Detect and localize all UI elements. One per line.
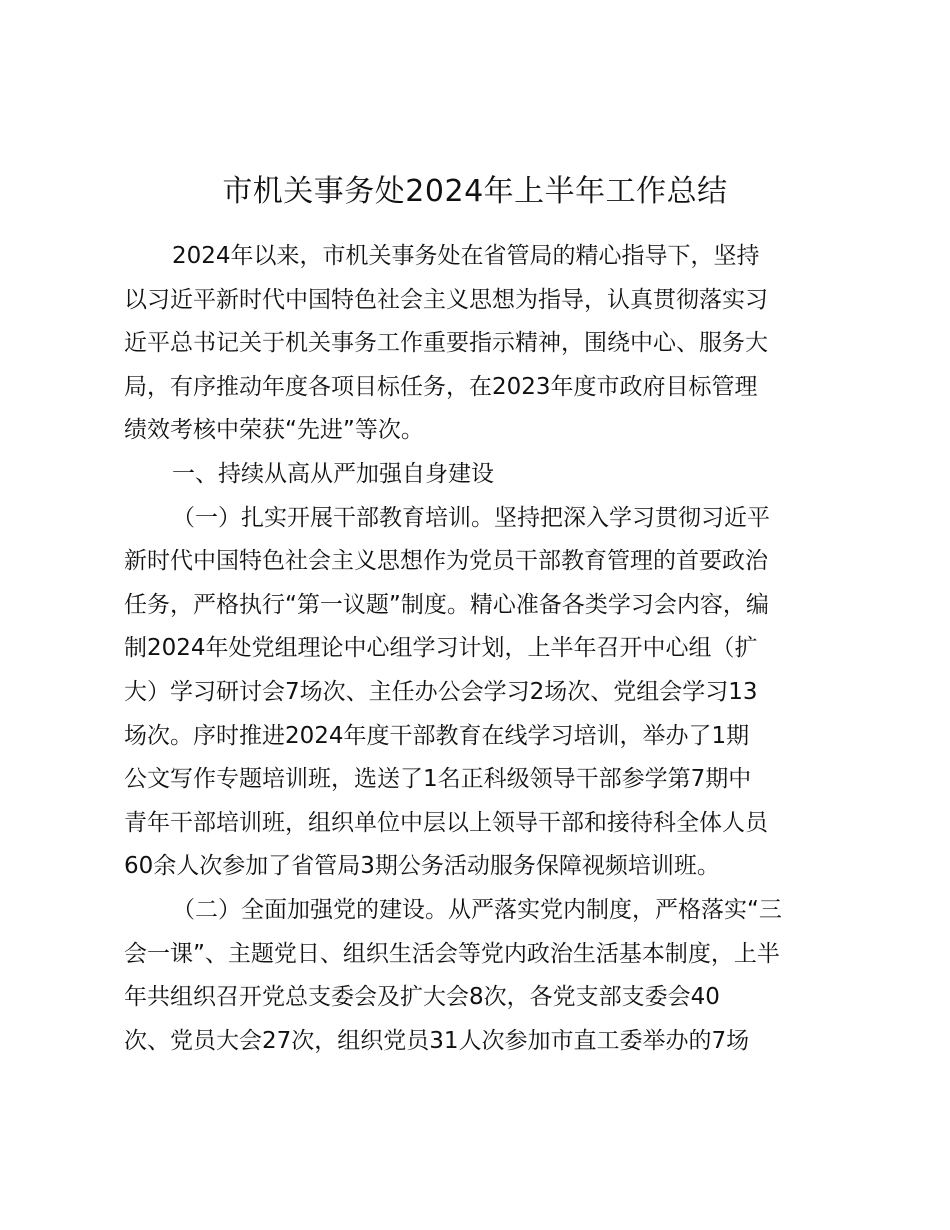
text-line: 青年干部培训班，组织单位中层以上领导干部和接待科全体人员 <box>124 809 768 836</box>
text-line: 年共组织召开党总支委会及扩大会8次，各党支部支委会40 <box>124 984 720 1011</box>
text-line: 新时代中国特色社会主义思想作为党员干部教育管理的首要政治 <box>124 548 768 575</box>
text-line: 公文写作专题培训班，选送了1名正科级领导干部参学第7期中 <box>124 766 752 793</box>
text-line: （一）扎实开展干部教育培训。坚持把深入学习贯彻习近平 <box>172 504 770 531</box>
text-line: 近平总书记关于机关事务工作重要指示精神，围绕中心、服务大 <box>124 330 768 357</box>
text-line: 任务，严格执行“第一议题”制度。精心准备各类学习会内容，编 <box>124 591 769 618</box>
document-title: 市机关事务处2024年上半年工作总结 <box>222 174 728 209</box>
paragraph-party-building <box>124 889 832 1063</box>
text-line: 2024年以来，市机关事务处在省管局的精心指导下，坚持 <box>172 243 760 269</box>
text-line: 次、党员大会27次，组织党员31人次参加市直工委举办的7场 <box>124 1027 750 1054</box>
text-line: 绩效考核中荣获“先进”等次。 <box>124 417 424 444</box>
paragraph-intro <box>124 235 832 453</box>
heading-text: 一、持续从高从严加强自身建设 <box>172 460 494 487</box>
section-heading <box>124 453 832 497</box>
text-line: 局，有序推动年度各项目标任务，在2023年度市政府目标管理 <box>124 373 758 400</box>
text-line: 场次。序时推进2024年度干部教育在线学习培训，举办了1期 <box>124 722 750 749</box>
text-line: 制2024年处党组理论中心组学习计划，上半年召开中心组（扩 <box>124 635 758 662</box>
text-line: 以习近平新时代中国特色社会主义思想为指导，认真贯彻落实习 <box>124 286 768 313</box>
text-line: 会一课”、主题党日、组织生活会等党内政治生活基本制度，上半 <box>124 940 780 967</box>
paragraph-cadre-training <box>124 497 832 889</box>
document-body <box>124 235 832 1063</box>
text-line: 大）学习研讨会7场次、主任办公会学习2场次、党组会学习13 <box>124 678 758 705</box>
text-line: （二）全面加强党的建设。从严落实党内制度，严格落实“三 <box>172 896 782 923</box>
text-line: 60余人次参加了省管局3期公务活动服务保障视频培训班。 <box>124 853 720 880</box>
